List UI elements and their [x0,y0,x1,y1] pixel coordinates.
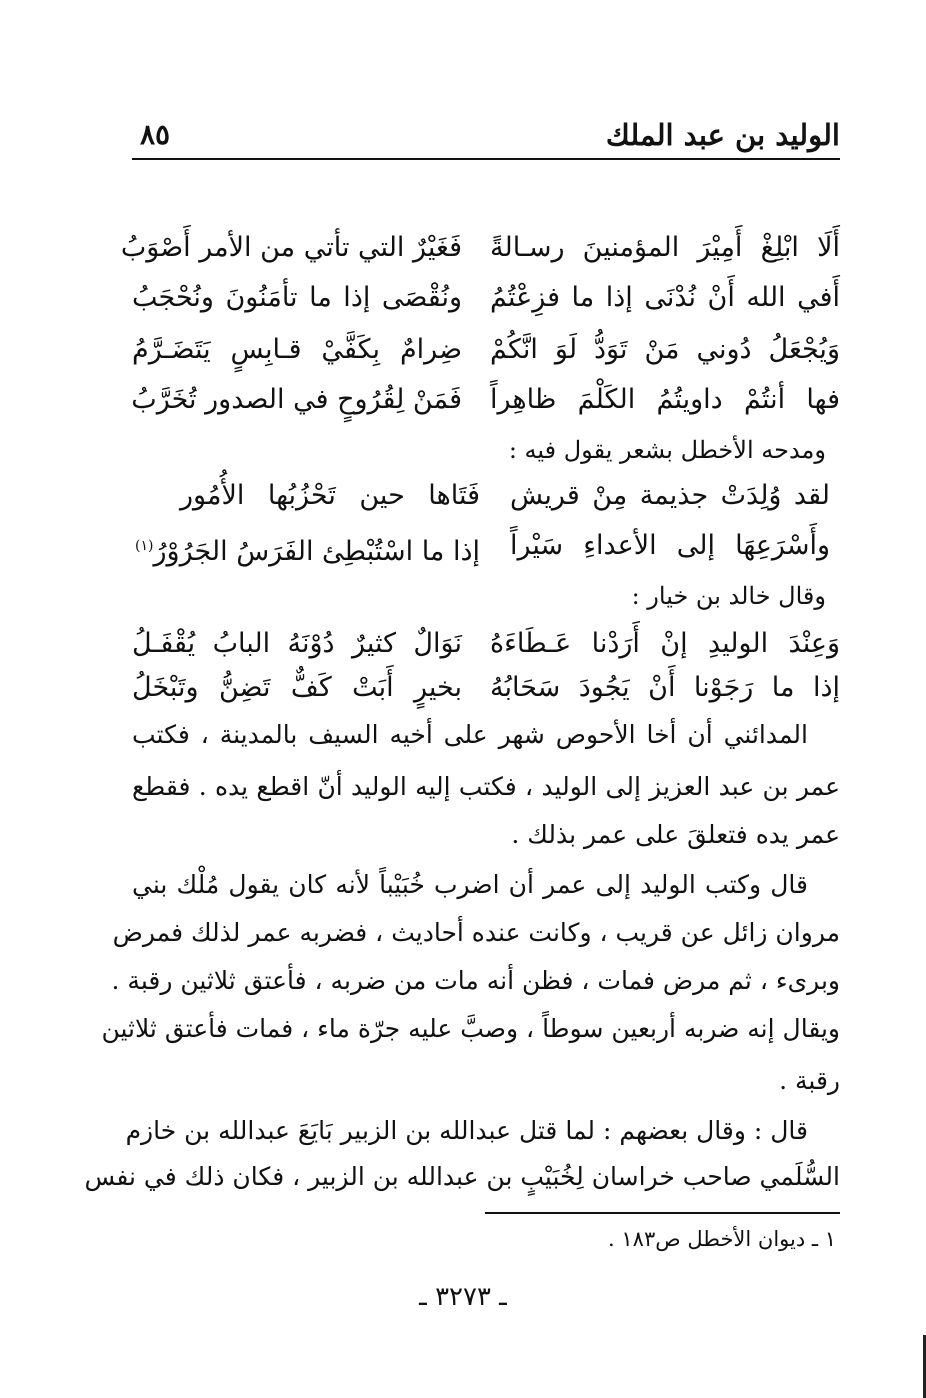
poem-verse [132,662,840,714]
folio-number: ـ ٣٢٧٣ ـ [419,1282,507,1312]
page-header [132,112,840,160]
poem-verse [132,272,840,324]
verse-second-hemistich: ونُقْصَى إذا ما تأمَنُونَ ونُحْجَبُ [132,282,462,313]
verse-first-hemistich: وَعِنْدَ الوليدِ إنْ أَرَدْنا عَـطَاءَهُ [490,628,840,659]
page-number: ٨٥ [140,118,171,151]
verse-second-hemistich: فَتَاها حين تَحْزُبُها الأُمُور [180,480,480,511]
paragraph-line: وبرىء ، ثم مرض فمات ، فظن أنه مات من ضربه ، فأعتق ثلاثين رقبة . [111,966,840,995]
poem-introduction: ومدحه الأخطل بشعر يقول فيه : [508,436,826,464]
paragraph-line: قال وكتب الوليد إلى عمر أن اضرب خُبَيْباً لأنه كان يقول مُلْك بني [132,870,808,899]
verse-first-hemistich: وأَسْرَعِهَا إلى الأعداءِ سَيْراً [510,530,830,561]
verse-first-hemistich: لقد وُلِدَتْ جذيمة مِنْ قريش [510,480,830,511]
paragraph-line: عمر بن عبد العزيز إلى الوليد ، فكتب إليه الوليد أنّ اقطع يده . فقطع [132,772,840,801]
poem-verse [120,222,840,274]
running-title: الوليد بن عبد الملك [605,118,840,152]
verse-first-hemistich: أَلَا ابْلِغْ أَمِيْرَ المؤمنينَ رسـالةً [490,232,840,263]
footnote-reference: (١) [135,538,154,554]
verse-first-hemistich: وَيُجْعَلُ دُوني مَنْ تَوَدُّ لَوَ انَّكُمْ [490,334,840,365]
verse-text: إذا ما اسْتُبْطِئ الفَرَسُ الجَرُوْرُ [153,536,480,567]
paragraph-line: المدائني أن أخا الأحوص شهر على أخيه السيف بالمدينة ، فكتب [132,720,808,749]
poem-verse [132,374,840,426]
poem-introduction: وقال خالد بن خيار : [631,582,826,610]
paragraph-line: مروان زائل عن قريب ، وكانت عنده أحاديث ، فضربه عمر لذلك فمرض [112,918,840,947]
verse-second-hemistich: ضِرامٌ بِكَفَّيْ قـابِسٍ يَتَضَـرَّمُ [132,334,462,365]
verse-first-hemistich: أَفي الله أَنْ نُدْنَى إذا ما فزِعْتُمُ [490,282,840,313]
poem-verse [132,470,840,522]
verse-first-hemistich: فها أنتُمْ داويتُمُ الكَلْمَ ظاهِراً [490,384,840,415]
verse-second-hemistich: بخيرٍ أَبَتْ كَفٌّ تَضِنُّ وتَبْخَلُ [132,672,462,703]
footnote: ١ ـ ديوان الأخطل ص١٨٣ . [608,1227,836,1251]
footnote-divider [485,1212,840,1214]
verse-second-hemistich: فَغَيْرٌ التي تأتي من الأمر أَصْوَبُ [120,232,462,263]
paragraph-line: قال : وقال بعضهم : لما قتل عبدالله بن الزبير بَايَعَ عبدالله بن خازم [125,1116,808,1145]
verse-second-hemistich: فَمَنْ لِقُرُوحٍ في الصدور تُخَرَّبُ [131,384,462,415]
paragraph-line: ويقال إنه ضربه أربعين سوطاً ، وصبَّ عليه جرّة ماء ، فمات فأعتق ثلاثين [101,1014,840,1043]
paragraph-line: عمر يده فتعلقَ على عمر بذلك . [511,820,840,849]
verse-second-hemistich [135,520,480,578]
verse-second-hemistich: نَوَالٌ كثيرٌ دُوْنَهُ البابُ يُقْفَـلُ [132,628,462,659]
paragraph-line: السُّلَمي صاحب خراسان لِخُبَيْبٍ بن عبدالله بن الزبير ، فكان ذلك في نفس [84,1162,840,1191]
poem-verse [132,520,840,572]
paragraph-line: رقبة . [779,1066,840,1095]
verse-first-hemistich: إذا ما رَجَوْنا أَنْ يَجُودَ سَحَابُهُ [490,672,840,703]
poem-verse [132,324,840,376]
